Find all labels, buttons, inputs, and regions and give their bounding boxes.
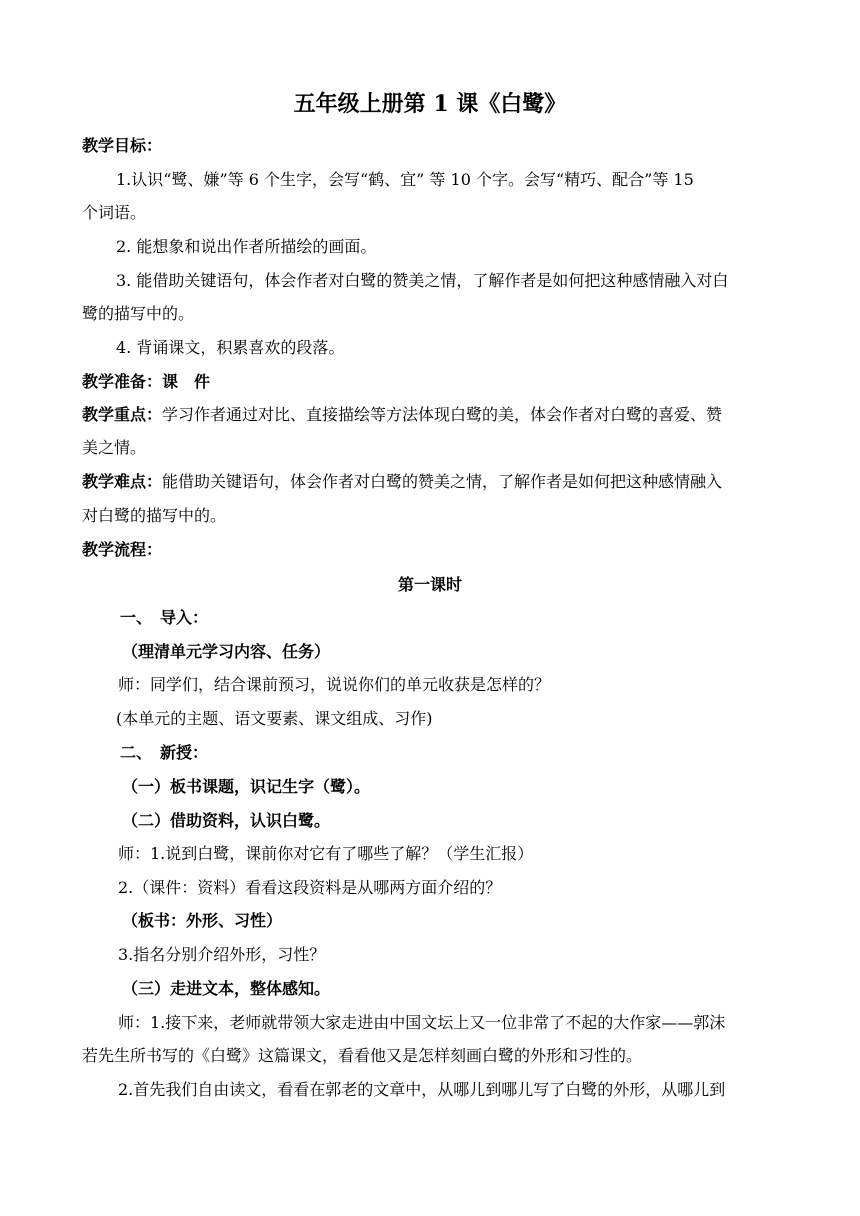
document-title: 五年级上册第 1 课《白鹭》 (293, 91, 567, 117)
objective-line: 1.认识“鹭、嫌”等 6 个生字，会写“鹤、宜” 等 10 个字。会写“精巧、配合”等 15 (116, 170, 694, 189)
objective-line: 个词语。 (82, 203, 147, 222)
difficulty-text: 能借助关键语句，体会作者对白鹭的赞美之情，了解作者是如何把这种感情融入 (162, 472, 723, 491)
key-points-text-cont: 美之情。 (82, 438, 147, 457)
teacher-question: 师：同学们，结合课前预习，说说你们的单元收获是怎样的？ (118, 675, 551, 694)
subsection-2-item: 3.指名分别介绍外形，习性？ (118, 945, 326, 964)
subsection-3: （三）走进文本，整体感知。 (122, 979, 331, 998)
subsection-1: （一）板书课题，识记生字（鹭）。 (122, 777, 371, 796)
objective-line: 4. 背诵课文，积累喜欢的段落。 (116, 338, 345, 357)
key-points-text: 学习作者通过对比、直接描绘等方法体现白鹭的美，体会作者对白鹭的喜爱、赞 (162, 405, 723, 424)
subsection-2-item: 2.（课件：资料）看看这段资料是从哪两方面介绍的？ (118, 878, 502, 897)
objective-line: 鹭的描写中的。 (82, 304, 195, 323)
difficulty-text-cont: 对白鹭的描写中的。 (82, 506, 227, 525)
section-new-label: 二、 新授： (120, 743, 209, 762)
section-intro-label: 一、 导入： (120, 608, 209, 627)
difficulty-line (82, 471, 782, 493)
prep-line: 教学准备：课 件 (82, 372, 211, 391)
section-intro-sub: （理清单元学习内容、任务） (122, 642, 331, 661)
lesson-heading: 第一课时 (397, 575, 462, 594)
objective-line: 3. 能借助关键语句，体会作者对白鹭的赞美之情，了解作者是如何把这种感情融入对白 (116, 271, 729, 290)
flow-label: 教学流程： (82, 540, 163, 559)
unit-note: (本单元的主题、语文要素、课文组成、习作) (116, 709, 433, 728)
objective-line: 2. 能想象和说出作者所描绘的画面。 (116, 237, 377, 256)
subsection-2: （二）借助资料，认识白鹭。 (122, 811, 331, 830)
subsection-3-item: 师：1.接下来，老师就带领大家走进由中国文坛上又一位非常了不起的大作家——郭沫 (118, 1013, 726, 1032)
subsection-3-item-cont: 若先生所书写的《白鹭》这篇课文，看看他又是怎样刻画白鹭的外形和习性的。 (82, 1046, 643, 1065)
objectives-label: 教学目标： (82, 136, 163, 155)
key-points-label: 教学重点： (82, 405, 163, 424)
key-points-line (82, 404, 782, 426)
subsection-3-item: 2.首先我们自由读文，看看在郭老的文章中，从哪儿到哪儿写了白鹭的外形，从哪儿到 (118, 1080, 726, 1099)
difficulty-label: 教学难点： (82, 472, 163, 491)
subsection-2-item: 师：1.说到白鹭，课前你对它有了哪些了解？（学生汇报） (118, 844, 534, 863)
board-note: （板书：外形、习性） (122, 911, 283, 930)
